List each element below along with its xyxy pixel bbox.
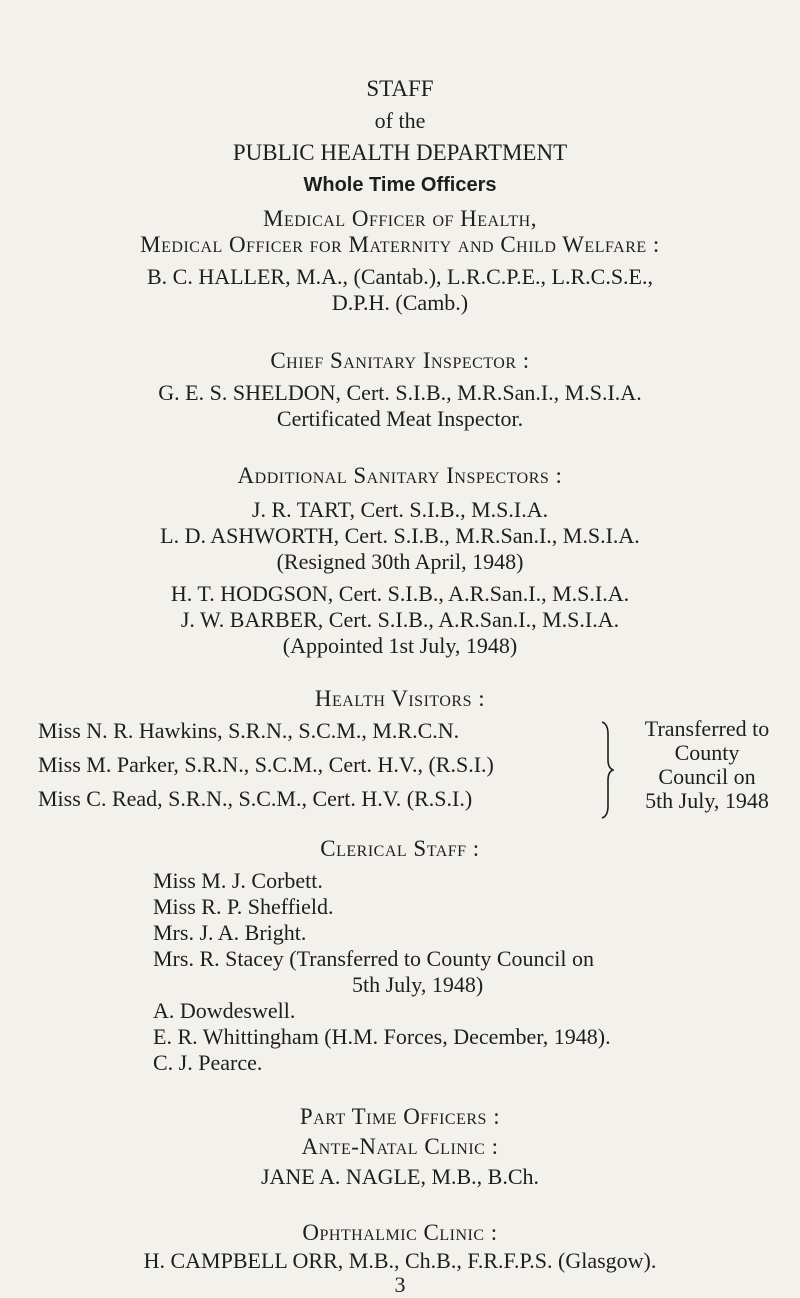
list-item: Miss M. J. Corbett. <box>153 868 323 893</box>
moh-qualification: D.P.H. (Camb.) <box>331 290 469 315</box>
part-time-title: Part Time Officers : <box>299 1104 501 1129</box>
asi-title: Additional Sanitary Inspectors : <box>237 463 563 488</box>
list-item: J. W. BARBER, Cert. S.I.B., A.R.San.I., M.S.I.A. <box>180 607 620 632</box>
moh-name: B. C. HALLER, M.A., (Cantab.), L.R.C.P.E., L.R.C.S.E., <box>146 264 653 289</box>
list-item: Miss M. Parker, S.R.N., S.C.M., Cert. H.V., (R.S.I.) <box>38 752 494 777</box>
list-item: C. J. Pearce. <box>153 1050 263 1075</box>
list-item: J. R. TART, Cert. S.I.B., M.S.I.A. <box>251 497 549 522</box>
ophthalmic-title: Ophthalmic Clinic : <box>302 1220 498 1245</box>
list-item: L. D. ASHWORTH, Cert. S.I.B., M.R.San.I., M.S.I.A. <box>160 523 640 548</box>
csi-note: Certificated Meat Inspector. <box>276 406 524 431</box>
whole-time-heading: Whole Time Officers <box>303 174 497 196</box>
transfer-note-line: County <box>674 740 740 765</box>
list-item: Miss C. Read, S.R.N., S.C.M., Cert. H.V. (R.S.I.) <box>38 786 473 811</box>
moh-title: Medical Officer of Health, <box>263 206 537 231</box>
list-item: Miss R. P. Sheffield. <box>153 894 334 919</box>
csi-title: Chief Sanitary Inspector : <box>270 348 530 373</box>
mcw-title: Medical Officer for Maternity and Child Welfare : <box>140 232 660 257</box>
ophthalmic-name: H. CAMPBELL ORR, M.B., Ch.B., F.R.F.P.S. (Glasgow). <box>143 1248 657 1273</box>
list-item: H. T. HODGSON, Cert. S.I.B., A.R.San.I., M.S.I.A. <box>170 581 630 606</box>
page-heading-of-the: of the <box>374 108 426 133</box>
antenatal-name: JANE A. NAGLE, M.B., B.Ch. <box>260 1164 540 1189</box>
list-item: Mrs. J. A. Bright. <box>153 920 307 945</box>
list-item: A. Dowdeswell. <box>153 998 296 1023</box>
antenatal-title: Ante-Natal Clinic : <box>301 1134 499 1159</box>
csi-name: G. E. S. SHELDON, Cert. S.I.B., M.R.San.I., M.S.I.A. <box>158 380 642 405</box>
hv-title: Health Visitors : <box>314 686 486 711</box>
list-item: (Appointed 1st July, 1948) <box>282 633 518 658</box>
list-item: E. R. Whittingham (H.M. Forces, December, 1948). <box>153 1024 611 1049</box>
clerical-title: Clerical Staff : <box>320 836 480 861</box>
transfer-note-line: 5th July, 1948 <box>645 788 769 813</box>
list-item: Mrs. R. Stacey (Transferred to County Council on <box>153 946 594 971</box>
transfer-note-line: Council on <box>658 764 756 789</box>
page-number: 3 <box>394 1272 406 1297</box>
list-item: (Resigned 30th April, 1948) <box>276 549 524 574</box>
list-item: 5th July, 1948) <box>352 972 484 997</box>
transfer-note-line: Transferred to <box>644 716 770 741</box>
department-title: PUBLIC HEALTH DEPARTMENT <box>232 140 568 165</box>
list-item: Miss N. R. Hawkins, S.R.N., S.C.M., M.R.C.N. <box>38 718 460 743</box>
page-heading-staff: STAFF <box>366 76 434 101</box>
